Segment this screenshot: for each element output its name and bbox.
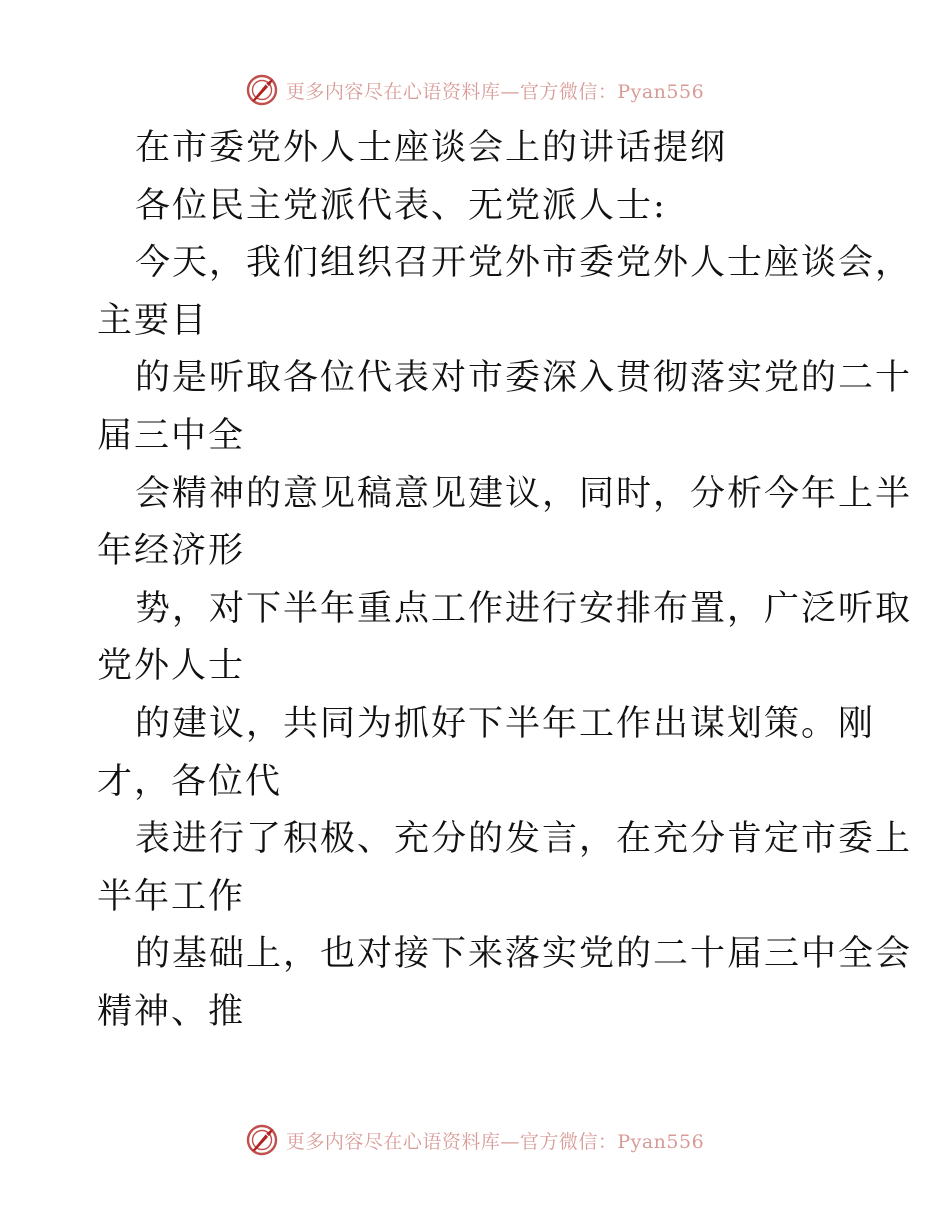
header-watermark bbox=[0, 70, 950, 110]
document-body bbox=[97, 120, 913, 1042]
paragraph-line: 势，对下半年重点工作进行安排布置，广泛听取 bbox=[135, 588, 913, 629]
watermark-text: 更多内容尽在心语资料库—官方微信：Pyan556 bbox=[285, 80, 705, 103]
paragraph-line: 的是听取各位代表对市委深入贯彻落实党的二十 bbox=[135, 358, 913, 399]
paragraph-line: 今天，我们组织召开党外市委党外人士座谈会， bbox=[135, 243, 913, 284]
watermark-text: 更多内容尽在心语资料库—官方微信：Pyan556 bbox=[285, 1130, 705, 1153]
paragraph-line: 表进行了积极、充分的发言，在充分肯定市委上 bbox=[135, 819, 913, 860]
paragraph-line: 会精神的意见稿意见建议，同时，分析今年上半 bbox=[135, 473, 913, 514]
paragraph-line: 年经济形 bbox=[97, 531, 246, 572]
footer-watermark bbox=[0, 1120, 950, 1160]
quill-logo-icon bbox=[246, 1124, 278, 1156]
paragraph-line: 届三中全 bbox=[97, 415, 246, 456]
salutation: 各位民主党派代表、无党派人士: bbox=[135, 185, 667, 226]
document-title: 在市委党外人士座谈会上的讲话提纲 bbox=[135, 128, 728, 168]
quill-logo-icon bbox=[246, 74, 278, 106]
paragraph-line: 的建议，共同为抓好下半年工作出谋划策。刚 bbox=[135, 703, 876, 744]
paragraph-line: 半年工作 bbox=[97, 876, 246, 917]
paragraph-line: 才，各位代 bbox=[97, 761, 283, 802]
paragraph-line: 的基础上，也对接下来落实党的二十届三中全会 bbox=[135, 934, 913, 975]
paragraph-line: 党外人士 bbox=[97, 646, 246, 687]
paragraph-line: 主要目 bbox=[97, 300, 209, 341]
paragraph-line: 精神、推 bbox=[97, 991, 246, 1032]
